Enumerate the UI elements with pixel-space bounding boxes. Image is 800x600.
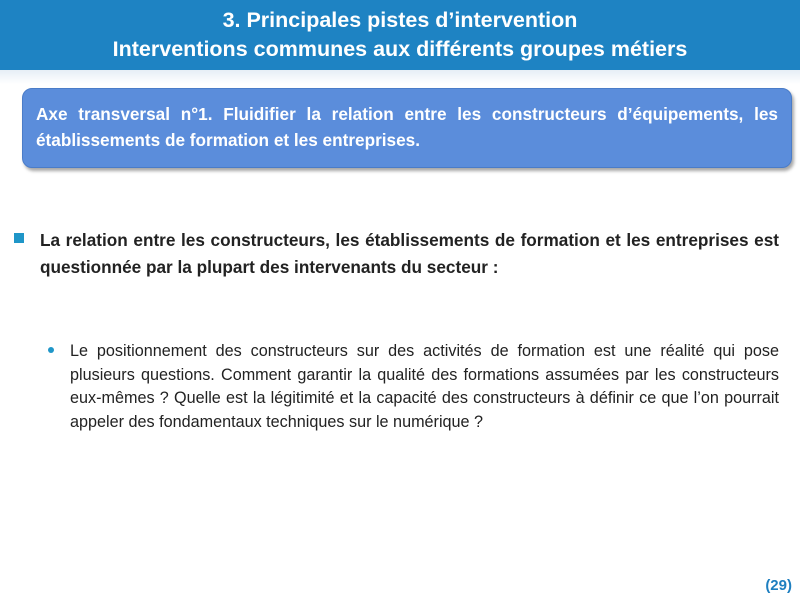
title-bar-shadow	[0, 70, 800, 84]
page-number: (29)	[765, 577, 792, 594]
round-bullet-icon	[48, 347, 54, 353]
square-bullet-icon	[14, 233, 24, 243]
slide-title-line1: 3. Principales pistes d’intervention	[222, 8, 578, 32]
slide-title-bar	[0, 0, 800, 70]
main-bullet-text: La relation entre les constructeurs, les établissements de formation et les entreprises est questionnée par la plupart des intervenants du secteur :	[40, 230, 779, 277]
axe-transversal-box	[22, 88, 792, 168]
slide-title-line2: Interventions communes aux différents groupes métiers	[112, 37, 688, 61]
sub-bullet-text: Le positionnement des constructeurs sur des activités de formation est une réalité qui pose plusieurs questions. Comment garantir la qualité des formations assumées par les constructeurs eux-mêmes ? Quelle est la légitimité et la capacité des constructeurs à définir ce que l’on pourrait appeler des fondamentaux techniques sur le numérique ?	[70, 342, 779, 431]
main-bullet	[14, 227, 779, 281]
sub-bullet	[48, 340, 779, 434]
axe-transversal-text: Axe transversal n°1. Fluidifier la relation entre les constructeurs d’équipements, les établissements de formation et les entreprises.	[36, 104, 778, 150]
